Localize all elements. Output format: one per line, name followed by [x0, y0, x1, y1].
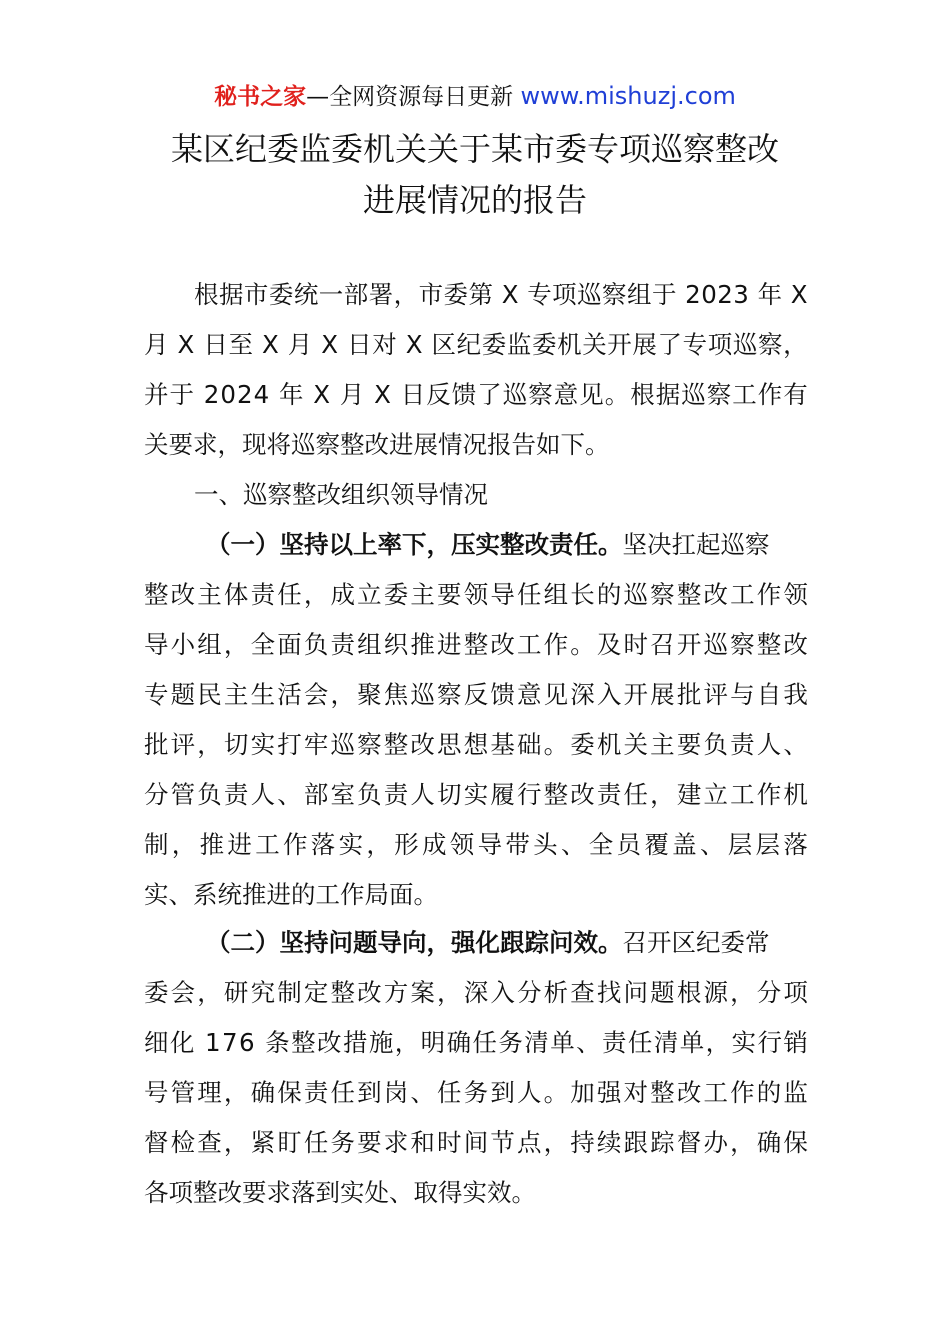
text-line: 号 管 理 ， 确 保 责 任 到 岗 、 任 务 到 人 。 加 强 对 整 改 工 作 的 监 — [144, 1078, 808, 1107]
text-line: 委 会 ， 研 究 制 定 整 改 方 案 ， 深 入 分 析 查 找 问 题 根 源 ， 分 项 — [144, 978, 808, 1007]
text-line — [144, 520, 808, 570]
text-line: 整 改 主 体 责 任 ， 成 立 委 主 要 领 导 任 组 长 的 巡 察 整 改 工 作 领 — [144, 580, 808, 609]
item-2-lead: （二）坚持问题导向，强化跟踪问效。 — [206, 928, 623, 957]
text-line: 导 小 组 ， 全 面 负 责 组 织 推 进 整 改 工 作 。 及 时 召 开 巡 察 整 改 — [144, 630, 808, 659]
text-line: 并 于 2 0 2 4 年 X 月 X 日 反 馈 了 巡 察 意 见 。 根 据 巡 察 工 作 有 — [144, 380, 808, 409]
text-line: 细 化 1 7 6 条 整 改 措 施 ， 明 确 任 务 清 单 、 责 任 清 单 ， 实 行 销 — [144, 1028, 808, 1057]
title-line-1: 某区纪委监委机关关于某市委专项巡察整改 — [170, 130, 779, 168]
text-line: 制 ， 推 进 工 作 落 实 ， 形 成 领 导 带 头 、 全 员 覆 盖 、 层 层 落 — [144, 830, 808, 859]
site-url-link[interactable]: www.mishuzj.com — [520, 82, 736, 110]
text-line — [144, 918, 808, 968]
section-1-heading: 一、巡察整改组织领导情况 — [194, 480, 488, 509]
title-line-2: 进展情况的报告 — [362, 181, 587, 219]
item-2-first-line-rest: 召开区纪委常 — [622, 928, 770, 957]
site-tagline: —全网资源每日更新 — [306, 84, 514, 110]
text-line: 实、系统推进的工作局面。 — [144, 880, 438, 909]
site-header — [0, 78, 950, 115]
text-line: 分 管 负 责 人 、 部 室 负 责 人 切 实 履 行 整 改 责 任 ， 建 立 工 作 机 — [144, 780, 808, 809]
brand-name: 秘书之家 — [214, 84, 307, 110]
document-title — [0, 124, 950, 226]
text-line: 批 评 ， 切 实 打 牢 巡 察 整 改 思 想 基 础 。 委 机 关 主 要 负 责 人 、 — [144, 730, 808, 759]
text-line: 根 据 市 委 统 一 部 署 ， 市 委 第 X 专 项 巡 察 组 于 2 0 2 3 年 X — [194, 280, 808, 309]
text-line: 专 题 民 主 生 活 会 ， 聚 焦 巡 察 反 馈 意 见 深 入 开 展 批 评 与 自 我 — [144, 680, 808, 709]
text-line: 各项整改要求落到实处、取得实效。 — [144, 1178, 536, 1207]
section-heading — [144, 470, 808, 520]
item-1-first-line-rest: 坚决扛起巡察 — [622, 530, 770, 559]
item-2-paragraph — [144, 918, 808, 1218]
text-line: 月 X 日 至 X 月 X 日 对 X 区 纪 委 监 委 机 关 开 展 了 专 项 巡 察 ， — [144, 330, 808, 359]
item-1-lead: （一）坚持以上率下，压实整改责任。 — [206, 530, 623, 559]
item-1-paragraph — [144, 520, 808, 920]
intro-paragraph — [144, 270, 808, 470]
text-line: 关要求，现将巡察整改进展情况报告如下。 — [144, 430, 610, 459]
text-line: 督 检 查 ， 紧 盯 任 务 要 求 和 时 间 节 点 ， 持 续 跟 踪 督 办 ， 确 保 — [144, 1128, 808, 1157]
